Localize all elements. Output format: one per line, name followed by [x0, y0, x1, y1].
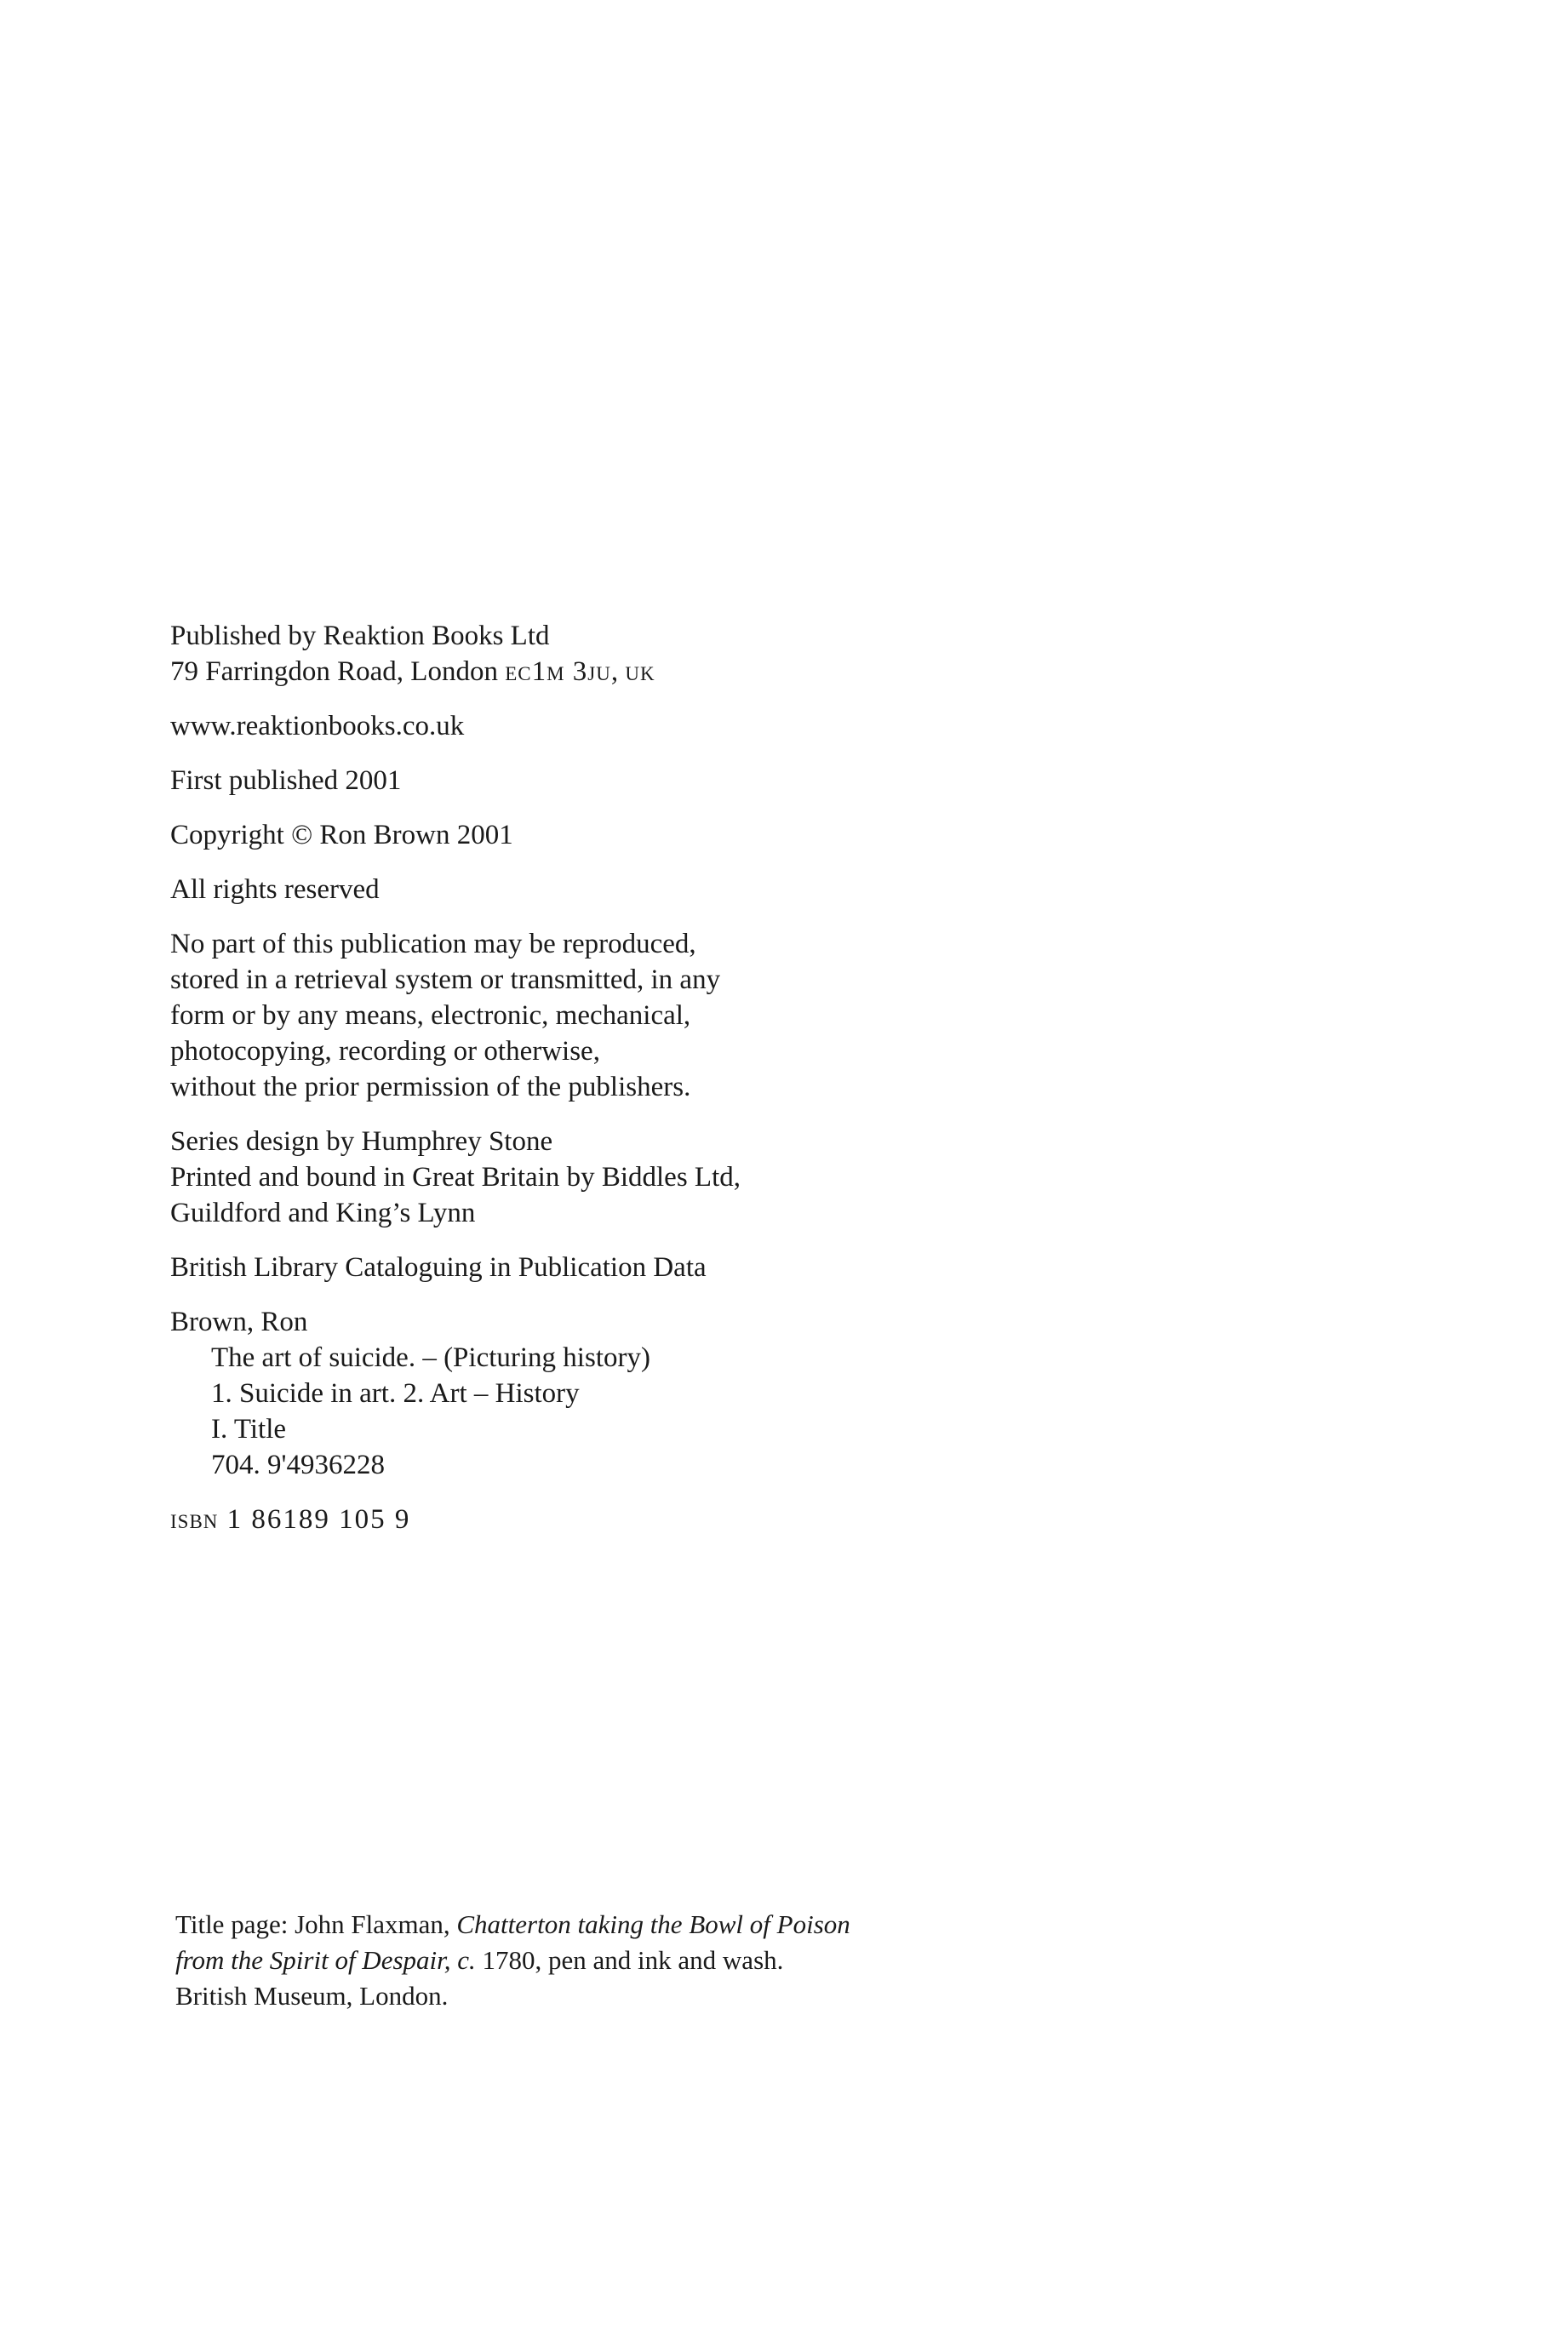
copyright-notice: [170, 926, 1107, 1105]
address-separator: ,: [610, 656, 626, 687]
isbn-line: [170, 1502, 1107, 1537]
publisher-address: [170, 654, 1107, 690]
frontispiece-caption: [175, 1907, 1197, 2014]
copyright-line: Copyright © Ron Brown 2001: [170, 820, 513, 850]
cip-heading: British Library Cataloguing in Publication Data: [170, 1252, 707, 1283]
caption-line-1: [175, 1907, 1197, 1943]
isbn-label: isbn: [170, 1504, 219, 1535]
cip-entry: The art of suicide. – (Picturing history): [211, 1342, 650, 1373]
caption-circa: c.: [457, 1945, 476, 1975]
caption-artwork-title: Chatterton taking the Bowl of Poison: [456, 1909, 850, 1939]
notice-line: stored in a retrieval system or transmitted, in any: [170, 964, 721, 995]
cip-entry: 704. 9'4936228: [211, 1450, 385, 1480]
printer: Printed and bound in Great Britain by Biddles Ltd,: [170, 1162, 741, 1193]
notice-line: photocopying, recording or otherwise,: [170, 1036, 600, 1067]
address-country: uk: [625, 656, 655, 687]
caption-artwork-title-cont: from the Spirit of Despair,: [175, 1945, 458, 1975]
cip-entry: I. Title: [211, 1414, 287, 1445]
imprint-block: [170, 618, 1107, 1556]
publisher-block: [170, 618, 1107, 690]
production-credits: [170, 1124, 1107, 1231]
cip-entry: 1. Suicide in art. 2. Art – History: [211, 1378, 580, 1409]
cip-author: Brown, Ron: [170, 1307, 308, 1337]
rights-reserved: All rights reserved: [170, 874, 380, 905]
notice-line: without the prior permission of the publishers.: [170, 1072, 691, 1102]
caption-line-2: [175, 1943, 1197, 1978]
series-design: Series design by Humphrey Stone: [170, 1126, 553, 1157]
caption-prefix: Title page: John Flaxman,: [175, 1909, 457, 1939]
first-published: First published 2001: [170, 765, 402, 796]
website: www.reaktionbooks.co.uk: [170, 711, 465, 741]
address-street: 79 Farringdon Road, London: [170, 656, 506, 687]
printer-location: Guildford and King’s Lynn: [170, 1198, 476, 1228]
isbn-number: 1 86189 105 9: [218, 1504, 411, 1535]
notice-line: form or by any means, electronic, mechanical,: [170, 1000, 691, 1031]
caption-location: British Museum, London.: [175, 1981, 449, 2011]
notice-line: No part of this publication may be reproduced,: [170, 929, 696, 959]
publisher-name: Published by Reaktion Books Ltd: [170, 621, 550, 651]
address-postcode: ec1m 3ju: [505, 656, 611, 687]
cip-record: [170, 1304, 1107, 1483]
caption-details: 1780, pen and ink and wash.: [475, 1945, 784, 1975]
